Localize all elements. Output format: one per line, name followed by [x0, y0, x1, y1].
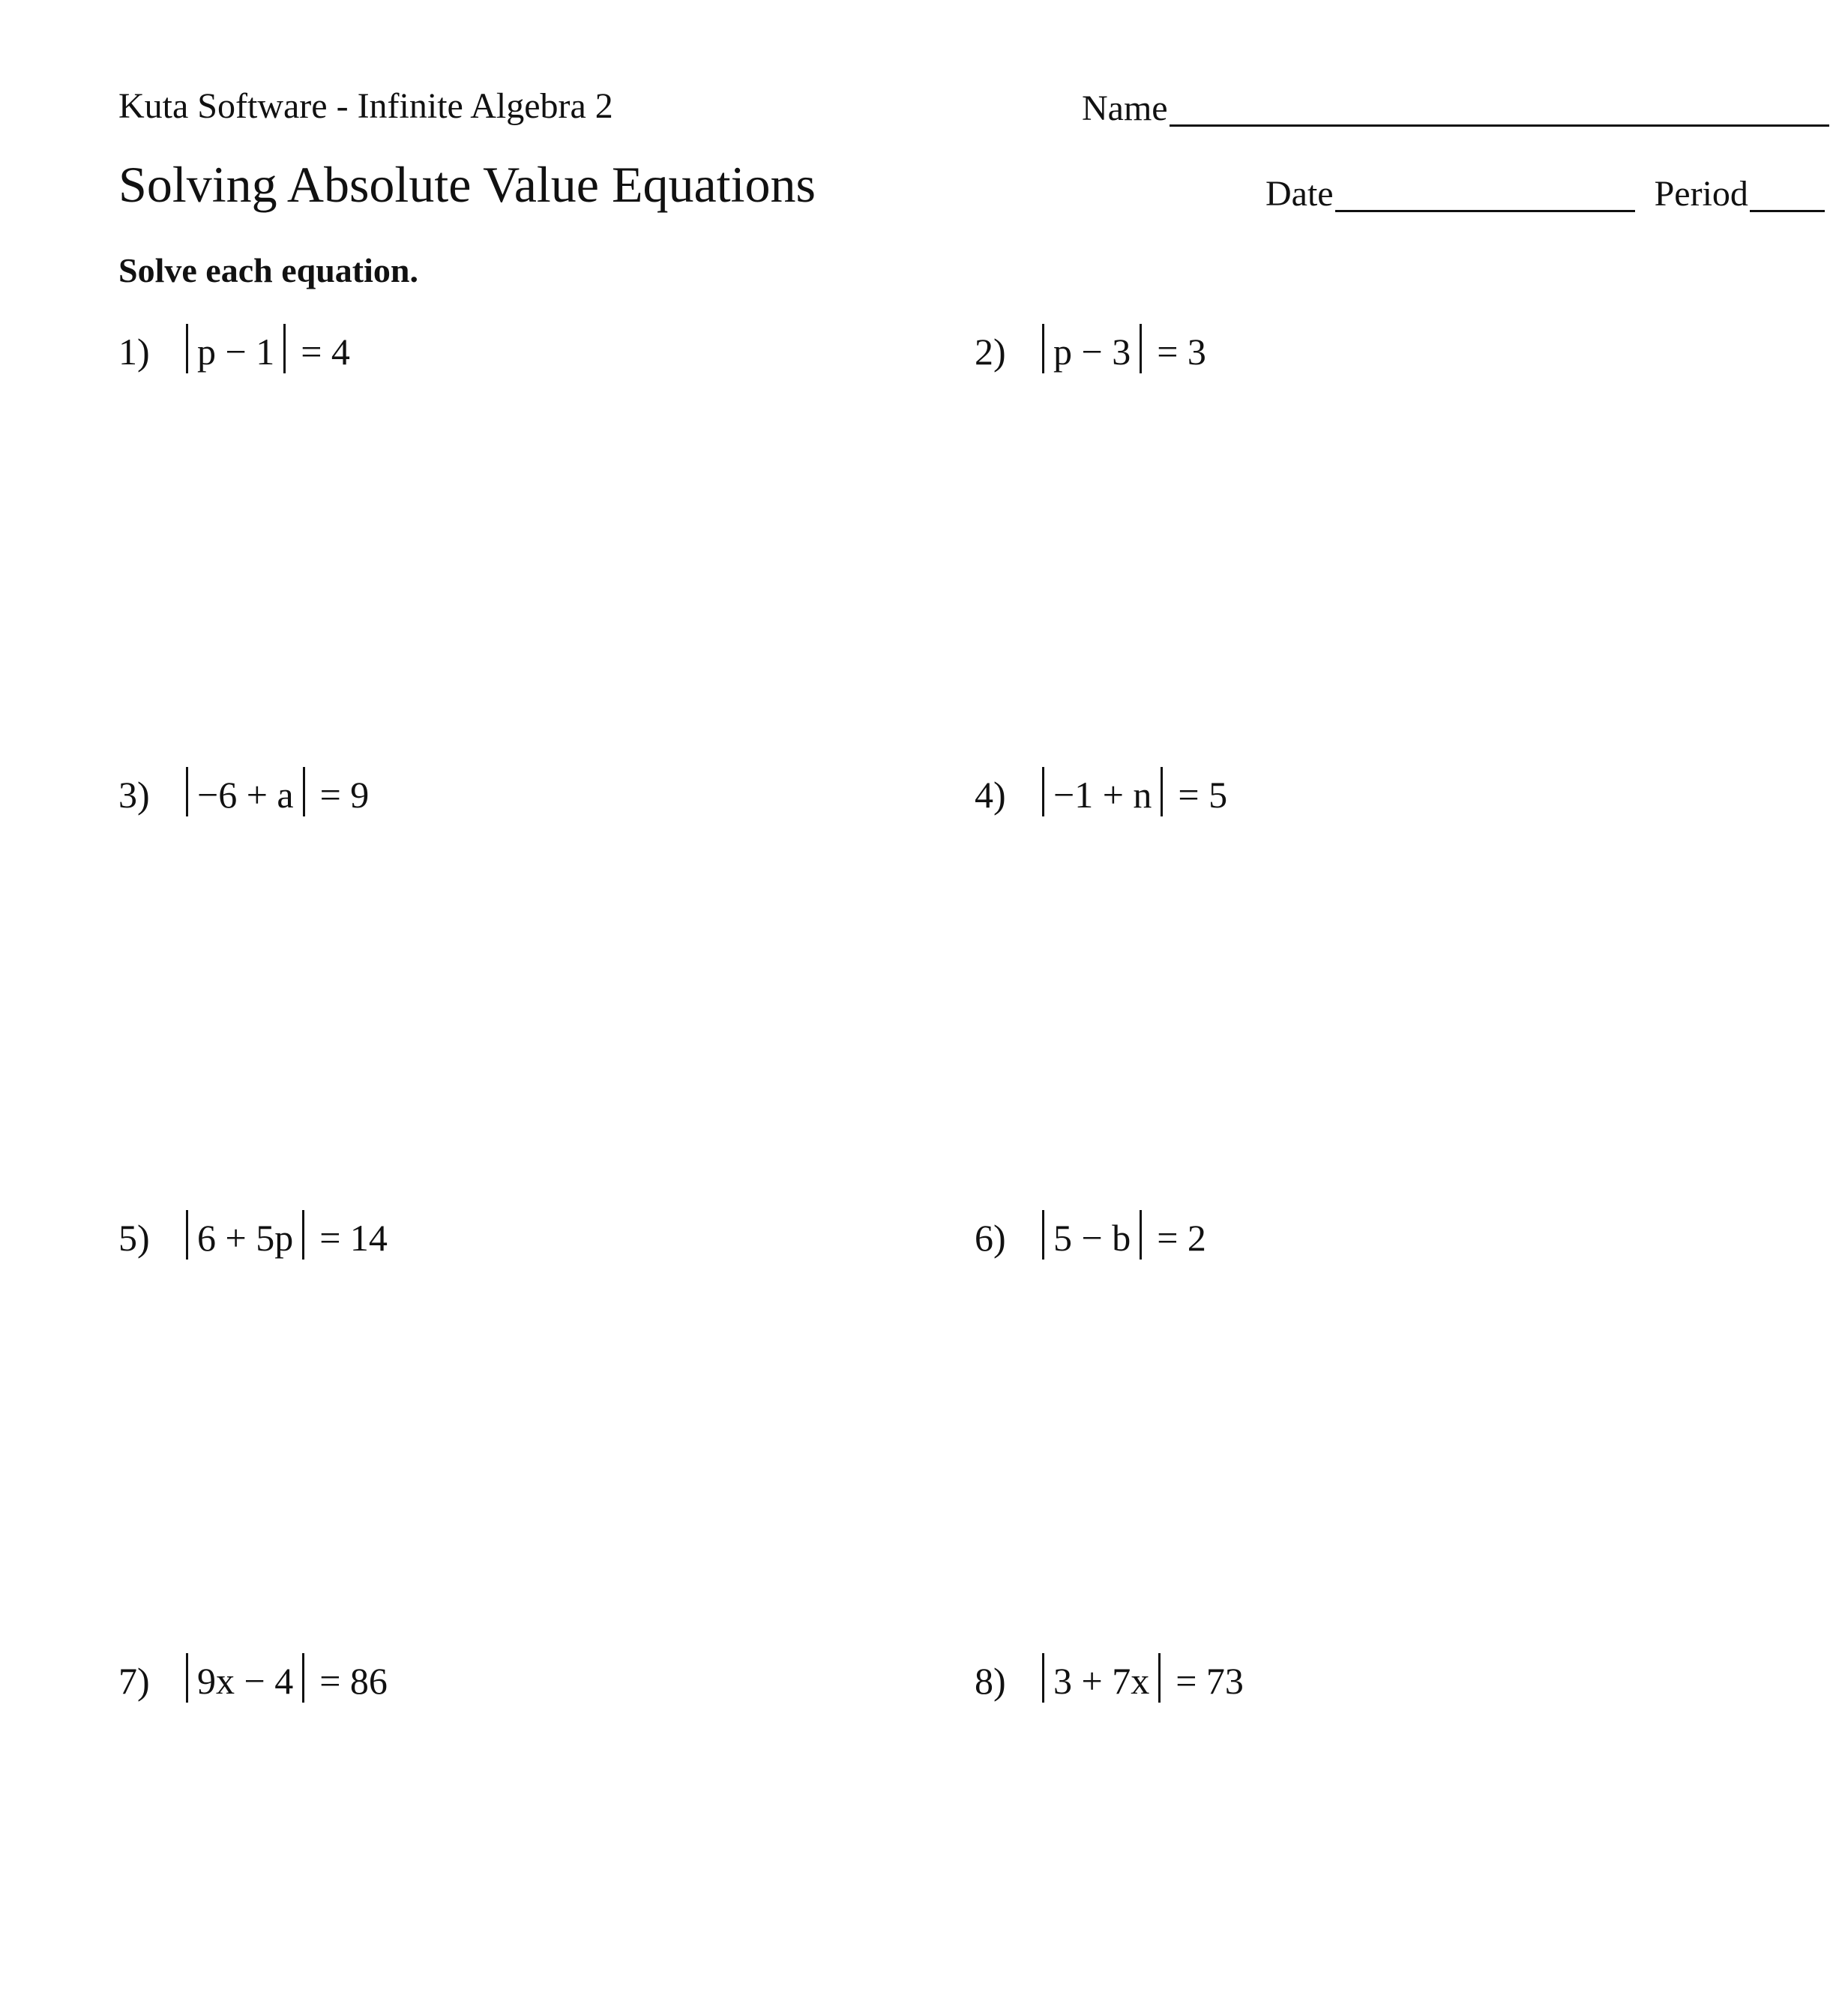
absolute-bar-right: [1140, 1210, 1142, 1260]
problem-8: [975, 1656, 1244, 1706]
date-label: Date: [1265, 174, 1334, 214]
absolute-bar-left: [186, 767, 188, 816]
problem-rhs: = 9: [319, 774, 370, 816]
absolute-bar-right: [283, 324, 286, 373]
absolute-bar-right: [302, 1210, 304, 1260]
problem-number: 2): [975, 331, 1006, 373]
period-blank-line[interactable]: [1750, 174, 1825, 212]
problem-expression: 3 + 7x: [1053, 1660, 1150, 1702]
worksheet-title: Solving Absolute Value Equations: [118, 156, 816, 213]
problem-5: [118, 1213, 388, 1263]
problem-number: 7): [118, 1660, 150, 1702]
problem-rhs: = 14: [319, 1217, 388, 1259]
problem-expression: −6 + a: [197, 774, 294, 816]
problem-6: [975, 1213, 1206, 1263]
absolute-bar-left: [1042, 1653, 1044, 1703]
problem-1: [118, 327, 350, 376]
problem-rhs: = 2: [1157, 1217, 1206, 1259]
problem-rhs: = 5: [1178, 774, 1228, 816]
absolute-bar-left: [186, 1210, 188, 1260]
publisher-header: Kuta Software - Infinite Algebra 2: [118, 86, 613, 126]
absolute-bar-left: [1042, 1210, 1044, 1260]
instructions: Solve each equation.: [118, 251, 418, 289]
period-label: Period: [1654, 174, 1748, 214]
problem-number: 4): [975, 774, 1006, 816]
problem-expression: p − 3: [1053, 331, 1131, 373]
problem-rhs: = 73: [1176, 1660, 1244, 1702]
date-period-group: [1265, 174, 1825, 212]
problem-expression: 6 + 5p: [197, 1217, 294, 1259]
problem-2: [975, 327, 1206, 376]
absolute-bar-left: [1042, 324, 1044, 373]
problem-rhs: = 86: [319, 1660, 388, 1702]
absolute-bar-left: [186, 1653, 188, 1703]
problem-number: 8): [975, 1660, 1006, 1702]
absolute-bar-left: [1042, 767, 1044, 816]
problem-number: 3): [118, 774, 150, 816]
date-blank-line[interactable]: [1335, 174, 1635, 212]
absolute-bar-right: [303, 767, 305, 816]
absolute-bar-right: [302, 1653, 304, 1703]
problem-expression: 5 − b: [1053, 1217, 1131, 1259]
problem-number: 5): [118, 1217, 150, 1259]
name-blank-line[interactable]: [1170, 88, 1829, 127]
name-label: Name: [1082, 88, 1168, 128]
problem-number: 1): [118, 331, 150, 373]
absolute-bar-right: [1158, 1653, 1161, 1703]
problem-expression: p − 1: [197, 331, 275, 373]
name-field-group: [1082, 88, 1829, 127]
problem-4: [975, 770, 1227, 819]
problem-rhs: = 4: [301, 331, 350, 373]
problem-7: [118, 1656, 388, 1706]
problem-expression: 9x − 4: [197, 1660, 294, 1702]
absolute-bar-right: [1161, 767, 1163, 816]
absolute-bar-left: [186, 324, 188, 373]
problem-3: [118, 770, 369, 819]
absolute-bar-right: [1140, 324, 1142, 373]
problem-number: 6): [975, 1217, 1006, 1259]
problem-rhs: = 3: [1157, 331, 1206, 373]
problem-expression: −1 + n: [1053, 774, 1152, 816]
